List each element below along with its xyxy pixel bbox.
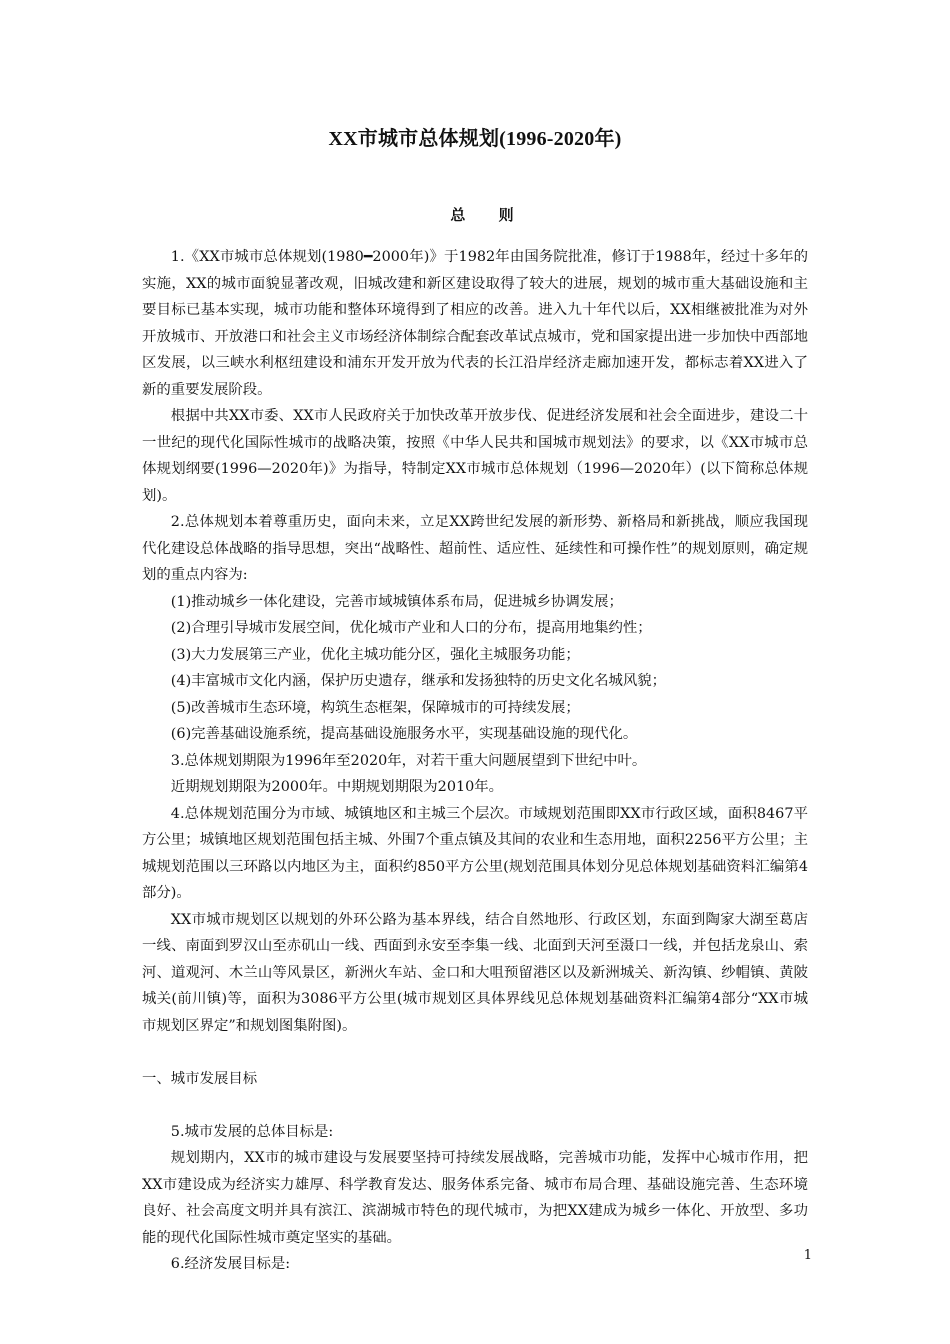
paragraph: 5.城市发展的总体目标是: — [170, 1123, 334, 1140]
paragraph: 4.总体规划范围分为市域、城镇地区和主城三个层次。市域规划范围即XX市行政区域，面积8467平方公里；城镇地区规划范围包括主城、外围7个重点镇及其间的农业和生态用地，面积2256平方公里；主城规划范围以三环路以内地区为主，面积约850平方公里(规划范围具体划分见总体规划基础资料汇编第4部分)。 — [142, 805, 808, 901]
list-item: (3)大力发展第三产业，优化主城功能分区，强化主城服务功能； — [170, 646, 580, 663]
paragraph: 规划期内，XX市的城市建设与发展要坚持可持续发展战略，完善城市功能，发挥中心城市作用，把XX市建设成为经济实力雄厚、科学教育发达、服务体系完备、城市布局合理、基础设施完善、生态环境良好、社会高度文明并具有滨江、滨湖城市特色的现代城市，为把XX建成为城乡一体化、开放型、多功能的现代化国际性城市奠定坚实的基础。 — [142, 1150, 808, 1246]
paragraph: XX市城市规划区以规划的外环公路为基本界线，结合自然地形、行政区划，东面到陶家大湖至葛店一线、南面到罗汉山至赤矶山一线、西面到永安至李集一线、北面到天河至滠口一线，并包括龙泉山、索河、道观河、木兰山等风景区，新洲火车站、金口和大咀预留港区以及新洲城关、新沟镇、纱帽镇、黄陂城关(前川镇)等，面积为3086平方公里(城市规划区具体界线见总体规划基础资料汇编第4部分“XX市城市规划区界定”和规划图集附图)。 — [142, 911, 808, 1034]
paragraph: 3.总体规划期限为1996年至2020年，对若干重大问题展望到下世纪中叶。 — [170, 752, 647, 769]
spacer — [142, 1092, 808, 1119]
list-item: (6)完善基础设施系统，提高基础设施服务水平，实现基础设施的现代化。 — [170, 726, 638, 742]
paragraph: 2.总体规划本着尊重历史，面向未来，立足XX跨世纪发展的新形势、新格局和新挑战，顺应我国现代化建设总体战略的指导思想，突出“战略性、超前性、适应性、延续性和可操作性”的规划原则，确定规划的重点内容为: — [142, 514, 808, 583]
paragraph: 1.《XX市城市总体规划(1980━2000年)》于1982年由国务院批准，修订于1988年，经过十多年的实施，XX的城市面貌显著改观，旧城改建和新区建设取得了较大的进展，规划的城市重大基础设施和主要目标已基本实现，城市功能和整体环境得到了相应的改善。进入九十年代以后，XX相继被批准为对外开放城市、开放港口和社会主义市场经济体制综合配套改革试点城市，党和国家提出进一步加快中西部地区发展，以三峡水利枢纽建设和浦东开发开放为代表的长江沿岸经济走廊加速开发，都标志着XX进入了新的重要发展阶段。 — [142, 249, 808, 398]
list-item: (1)推动城乡一体化建设，完善市域城镇体系布局，促进城乡协调发展； — [170, 593, 623, 610]
list-item: (5)改善城市生态环境，构筑生态框架，保障城市的可持续发展； — [170, 699, 580, 716]
document-body — [142, 244, 808, 1278]
spacer — [142, 1039, 808, 1066]
section-heading: 总 则 — [450, 206, 528, 224]
chapter-heading: 一、城市发展目标 — [142, 1070, 258, 1087]
paragraph: 根据中共XX市委、XX市人民政府关于加快改革开放步伐、促进经济发展和社会全面进步，建设二十一世纪的现代化国际性城市的战略决策，按照《中华人民共和国城市规划法》的要求，以《XX市城市总体规划纲要(1996—2020年)》为指导，特制定XX市城市总体规划（1996—2020年）(以下简称总体规划)。 — [142, 408, 808, 504]
list-item: (2)合理引导城市发展空间，优化城市产业和人口的分布，提高用地集约性； — [170, 620, 652, 636]
document-title: XX市城市总体规划(1996-2020年) — [328, 128, 622, 150]
paragraph: 近期规划期限为2000年。中期规划期限为2010年。 — [170, 779, 504, 795]
page-number: 1 — [803, 1248, 812, 1263]
list-item: (4)丰富城市文化内涵，保护历史遗存，继承和发扬独特的历史文化名城风貌； — [170, 673, 667, 689]
paragraph: 6.经济发展目标是: — [170, 1256, 291, 1272]
